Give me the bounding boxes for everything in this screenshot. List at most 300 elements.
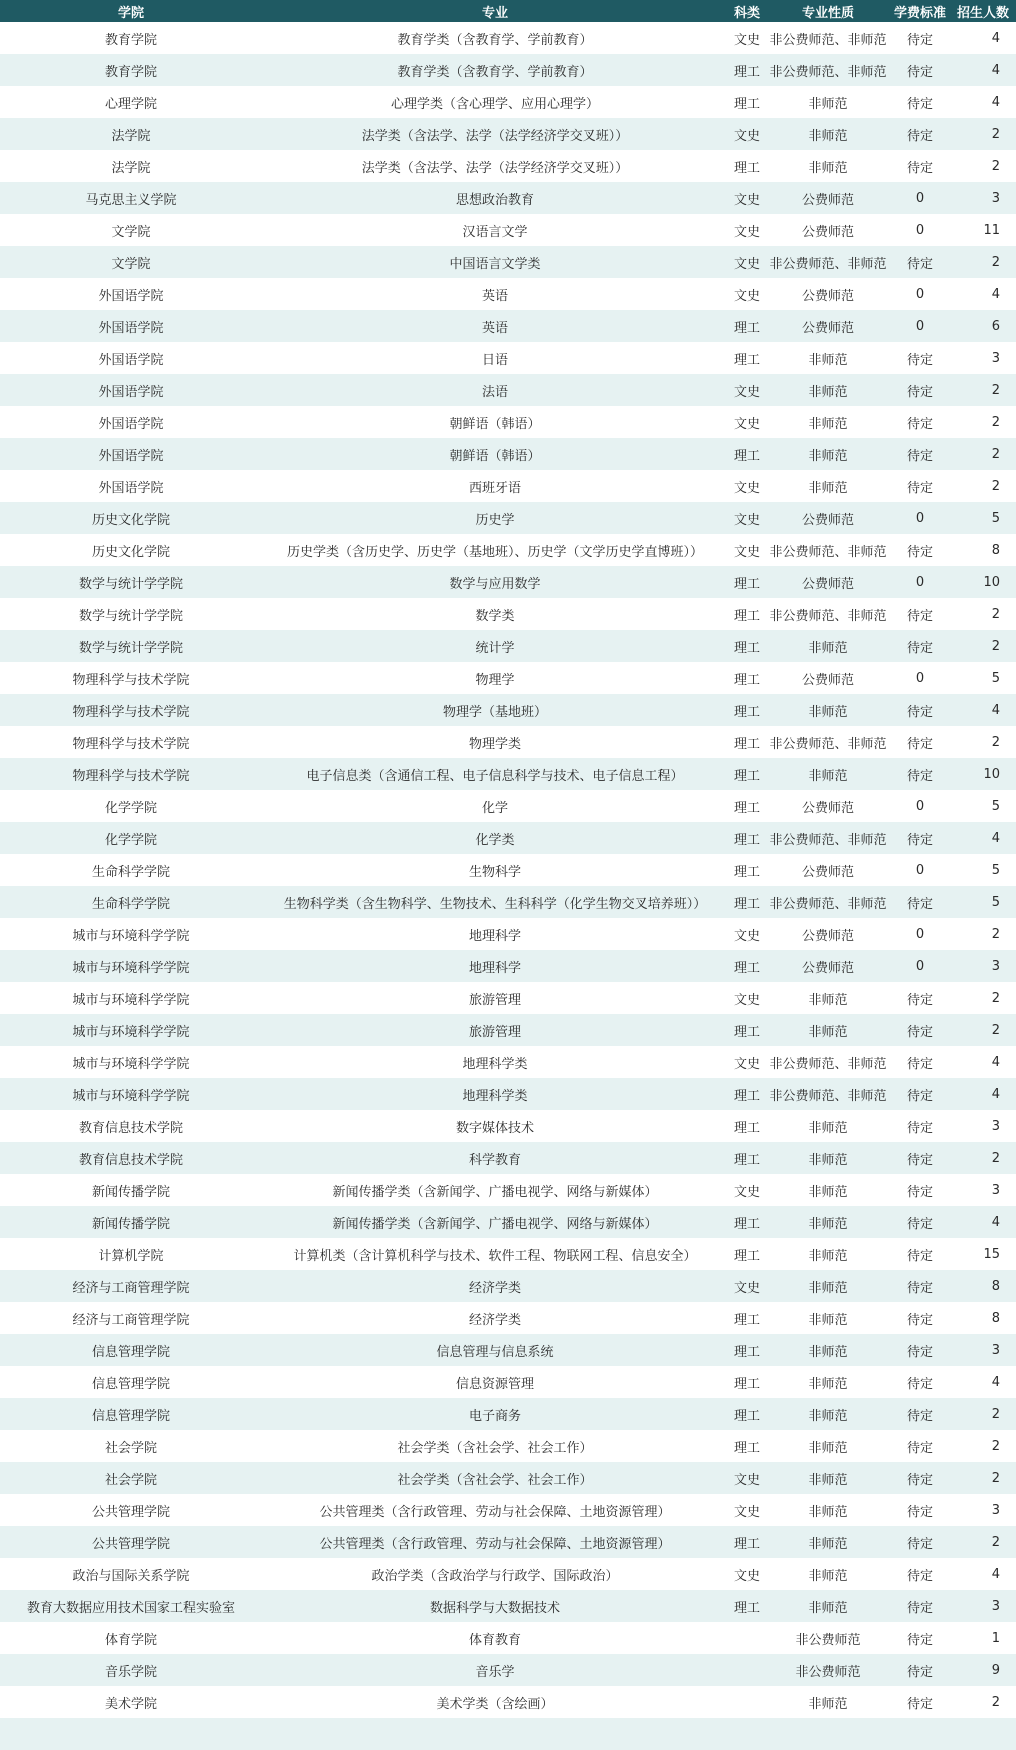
major-cell: 新闻传播学类（含新闻学、广播电视学、网络与新媒体） [332,1184,658,1200]
major-type-cell: 非师范 [808,448,848,464]
enrollment-cell: 2 [991,638,1000,654]
major-cell: 体育教育 [468,1632,521,1648]
category-cell: 理工 [733,64,760,80]
major-type-cell: 非公费师范、非师范 [769,1088,887,1104]
tuition-cell: 待定 [906,1600,933,1616]
tuition-cell: 待定 [906,1536,933,1552]
header-college: 学院 [117,5,144,21]
enrollment-cell: 3 [991,958,1000,974]
tuition-cell: 待定 [906,544,933,560]
major-type-cell: 非师范 [808,1440,848,1456]
major-type-cell: 非师范 [808,352,848,368]
college-cell: 心理学院 [104,96,157,112]
enrollment-cell: 4 [991,1054,1000,1070]
enrollment-cell: 3 [991,1598,1000,1614]
major-cell: 地理科学类 [462,1088,528,1104]
college-cell: 化学学院 [104,800,157,816]
table-row [0,246,1016,278]
enrollment-cell: 2 [991,1470,1000,1486]
enrollment-cell: 5 [991,798,1000,814]
major-cell: 法学类（含法学、法学（法学经济学交叉班）） [361,160,629,176]
enrollment-cell: 11 [983,222,1000,238]
tuition-cell: 待定 [906,640,933,656]
table-row [0,1174,1016,1206]
major-cell: 朝鲜语（韩语） [449,448,541,464]
major-type-cell: 公费师范 [801,672,854,688]
major-cell: 历史学 [475,512,515,528]
tuition-cell: 0 [915,222,925,238]
enrollment-cell: 4 [991,830,1000,846]
table-row [0,598,1016,630]
tuition-cell: 待定 [906,1280,933,1296]
college-cell: 外国语学院 [98,480,164,496]
college-cell: 信息管理学院 [91,1344,170,1360]
table-row [0,694,1016,726]
enrollment-cell: 2 [991,1534,1000,1550]
college-cell: 外国语学院 [98,384,164,400]
enrollment-cell: 8 [991,1278,1000,1294]
table-row [0,1110,1016,1142]
table-row [0,150,1016,182]
major-cell: 教育学类（含教育学、学前教育） [397,64,593,80]
table-row [0,630,1016,662]
tuition-cell: 待定 [906,416,933,432]
table-row [0,982,1016,1014]
enrollment-cell: 1 [991,1630,1000,1646]
table-row [0,1046,1016,1078]
tuition-cell: 待定 [906,1216,933,1232]
category-cell: 文史 [733,192,760,208]
tuition-cell: 待定 [906,256,933,272]
major-type-cell: 非师范 [808,1216,848,1232]
table-row [0,1078,1016,1110]
major-type-cell: 公费师范 [801,928,854,944]
college-cell: 物理科学与技术学院 [72,768,190,784]
major-cell: 公共管理类（含行政管理、劳动与社会保障、土地资源管理） [319,1536,671,1552]
enrollment-cell: 2 [991,1406,1000,1422]
tuition-cell: 待定 [906,704,933,720]
college-cell: 教育学院 [104,32,157,48]
tuition-cell: 待定 [906,1312,933,1328]
table-row [0,662,1016,694]
tuition-cell: 待定 [906,32,933,48]
major-cell: 音乐学 [475,1664,515,1680]
category-cell: 理工 [733,608,760,624]
tuition-cell: 0 [915,286,925,302]
enrollment-cell: 10 [983,574,1000,590]
tuition-cell: 0 [915,862,925,878]
table-row [0,22,1016,54]
major-type-cell: 公费师范 [801,224,854,240]
enrollment-cell: 4 [991,1086,1000,1102]
tuition-cell: 待定 [906,896,933,912]
major-type-cell: 非师范 [808,1472,848,1488]
category-cell: 文史 [733,480,760,496]
tuition-cell: 待定 [906,1568,933,1584]
enrollment-cell: 5 [991,862,1000,878]
major-cell: 生物科学类（含生物科学、生物技术、生科科学（化学生物交叉培养班）） [283,896,707,912]
category-cell: 文史 [733,1056,760,1072]
college-cell: 计算机学院 [98,1248,164,1264]
college-cell: 物理科学与技术学院 [72,736,190,752]
major-cell: 社会学类（含社会学、社会工作） [397,1440,593,1456]
category-cell [728,1622,766,1654]
enrollment-cell: 2 [991,1694,1000,1710]
major-type-cell: 公费师范 [801,960,854,976]
major-type-cell: 非师范 [808,992,848,1008]
college-cell: 马克思主义学院 [85,192,177,208]
category-cell: 理工 [733,1536,760,1552]
enrollment-cell [950,1718,1016,1750]
college-cell: 信息管理学院 [91,1376,170,1392]
major-type-cell: 非师范 [808,1344,848,1360]
category-cell: 文史 [733,416,760,432]
header-category: 科类 [733,5,760,21]
major-cell: 西班牙语 [468,480,521,496]
table-row [0,1238,1016,1270]
table-row [0,214,1016,246]
major-type-cell [766,1718,890,1750]
college-cell: 城市与环境科学学院 [72,928,190,944]
enrollment-cell: 2 [991,126,1000,142]
header-enrollment: 招生人数 [956,5,1009,21]
category-cell: 理工 [733,1312,760,1328]
major-type-cell: 非师范 [808,1376,848,1392]
major-cell: 教育学类（含教育学、学前教育） [397,32,593,48]
major-type-cell: 非师范 [808,1568,848,1584]
tuition-cell: 待定 [906,1440,933,1456]
college-cell: 外国语学院 [98,352,164,368]
major-type-cell: 非公费师范 [795,1664,861,1680]
table-row [0,86,1016,118]
college-cell: 历史文化学院 [91,512,170,528]
table-row [0,758,1016,790]
category-cell: 文史 [733,1280,760,1296]
table-row [0,854,1016,886]
major-type-cell: 非师范 [808,384,848,400]
category-cell [728,1718,766,1750]
header-row [0,0,1016,22]
enrollment-cell: 4 [991,1566,1000,1582]
college-cell: 法学院 [111,160,151,176]
college-cell: 美术学院 [104,1696,157,1712]
major-type-cell: 非师范 [808,480,848,496]
table-body [0,22,1016,1750]
table-row [0,1430,1016,1462]
table-row [0,726,1016,758]
major-type-cell: 非师范 [808,160,848,176]
tuition-cell: 待定 [906,128,933,144]
enrollment-cell: 4 [991,62,1000,78]
major-cell: 计算机类（含计算机科学与技术、软件工程、物联网工程、信息安全） [293,1248,697,1264]
category-cell: 理工 [733,1152,760,1168]
category-cell: 理工 [733,832,760,848]
header-major-type: 专业性质 [801,5,854,21]
enrollment-cell: 15 [983,1246,1000,1262]
category-cell: 文史 [733,544,760,560]
major-cell: 法语 [481,384,508,400]
enrollment-cell: 4 [991,94,1000,110]
enrollment-cell: 2 [991,254,1000,270]
college-cell: 外国语学院 [98,288,164,304]
table-row [0,1334,1016,1366]
college-cell: 教育信息技术学院 [78,1120,183,1136]
major-cell: 英语 [481,288,508,304]
tuition-cell: 待定 [906,1024,933,1040]
college-cell [0,1718,262,1750]
table-row [0,566,1016,598]
table-row [0,886,1016,918]
major-cell: 中国语言文学类 [449,256,541,272]
college-cell: 物理科学与技术学院 [72,672,190,688]
category-cell: 理工 [733,800,760,816]
major-type-cell: 非公费师范、非师范 [769,736,887,752]
enrollment-cell: 4 [991,702,1000,718]
enrollment-cell: 3 [991,1182,1000,1198]
major-type-cell: 非师范 [808,128,848,144]
category-cell: 文史 [733,1472,760,1488]
enrollment-cell: 2 [991,478,1000,494]
major-cell: 电子信息类（含通信工程、电子信息科学与技术、电子信息工程） [306,768,684,784]
major-cell: 地理科学 [468,928,521,944]
table-header [0,0,1016,22]
college-cell: 文学院 [111,224,151,240]
enrollment-cell: 4 [991,1374,1000,1390]
table-row [0,1622,1016,1654]
major-type-cell: 非师范 [808,1536,848,1552]
tuition-cell: 0 [915,318,925,334]
tuition-cell: 0 [915,510,925,526]
major-type-cell: 非师范 [808,1248,848,1264]
table-row [0,790,1016,822]
category-cell: 理工 [733,1216,760,1232]
major-cell: 数字媒体技术 [455,1120,534,1136]
tuition-cell: 待定 [906,384,933,400]
table-row [0,182,1016,214]
category-cell: 理工 [733,1088,760,1104]
major-cell: 新闻传播学类（含新闻学、广播电视学、网络与新媒体） [332,1216,658,1232]
college-cell: 新闻传播学院 [91,1216,170,1232]
major-cell: 社会学类（含社会学、社会工作） [397,1472,593,1488]
college-cell: 社会学院 [104,1440,157,1456]
major-cell: 政治学类（含政治学与行政学、国际政治） [371,1568,619,1584]
college-cell: 数学与统计学学院 [78,576,183,592]
major-type-cell: 公费师范 [801,288,854,304]
major-type-cell: 非公费师范、非师范 [769,608,887,624]
enrollment-cell: 2 [991,414,1000,430]
major-type-cell: 公费师范 [801,512,854,528]
table-row [0,1718,1016,1750]
major-cell: 法学类（含法学、法学（法学经济学交叉班）） [361,128,629,144]
college-cell: 体育学院 [104,1632,157,1648]
enrollment-cell: 5 [991,894,1000,910]
college-cell: 城市与环境科学学院 [72,1056,190,1072]
header-major: 专业 [481,5,508,21]
major-cell: 思想政治教育 [455,192,534,208]
college-cell: 社会学院 [104,1472,157,1488]
category-cell [728,1654,766,1686]
table-row [0,1526,1016,1558]
tuition-cell: 待定 [906,1120,933,1136]
major-cell: 数学类 [475,608,515,624]
enrollment-cell: 2 [991,158,1000,174]
major-type-cell: 非师范 [808,1600,848,1616]
tuition-cell: 待定 [906,1472,933,1488]
category-cell: 理工 [733,1344,760,1360]
category-cell: 文史 [733,992,760,1008]
tuition-cell: 0 [915,190,925,206]
college-cell: 外国语学院 [98,320,164,336]
major-type-cell: 非师范 [808,1312,848,1328]
table-row [0,310,1016,342]
tuition-cell: 待定 [906,1184,933,1200]
category-cell: 理工 [733,960,760,976]
major-cell: 数据科学与大数据技术 [429,1600,560,1616]
enrollment-cell: 4 [991,30,1000,46]
major-cell: 旅游管理 [468,1024,521,1040]
major-cell: 统计学 [475,640,515,656]
tuition-cell: 待定 [906,768,933,784]
category-cell: 文史 [733,128,760,144]
college-cell: 生命科学学院 [91,896,170,912]
table-row [0,1494,1016,1526]
major-type-cell: 非公费师范 [795,1632,861,1648]
category-cell: 理工 [733,1248,760,1264]
category-cell: 理工 [733,96,760,112]
enrollment-cell: 3 [991,190,1000,206]
category-cell: 理工 [733,352,760,368]
category-cell: 文史 [733,32,760,48]
tuition-cell: 待定 [906,1056,933,1072]
tuition-cell: 0 [915,958,925,974]
tuition-cell: 待定 [906,1632,933,1648]
category-cell: 文史 [733,512,760,528]
category-cell: 文史 [733,928,760,944]
table-row [0,1302,1016,1334]
enrollment-cell: 5 [991,510,1000,526]
category-cell: 理工 [733,1120,760,1136]
enrollment-cell: 2 [991,1150,1000,1166]
major-cell: 物理学类 [468,736,521,752]
enrollment-cell: 6 [991,318,1000,334]
tuition-cell: 待定 [906,608,933,624]
major-type-cell: 非公费师范、非师范 [769,832,887,848]
table-row [0,950,1016,982]
tuition-cell: 待定 [906,1088,933,1104]
major-cell: 经济学类 [468,1280,521,1296]
enrollment-cell: 2 [991,446,1000,462]
major-type-cell: 非师范 [808,1024,848,1040]
college-cell: 城市与环境科学学院 [72,992,190,1008]
college-cell: 教育学院 [104,64,157,80]
table-row [0,918,1016,950]
tuition-cell: 待定 [906,1664,933,1680]
enrollment-cell: 10 [983,766,1000,782]
major-type-cell: 非师范 [808,1696,848,1712]
category-cell: 理工 [733,1600,760,1616]
tuition-cell: 0 [915,574,925,590]
tuition-cell: 0 [915,798,925,814]
college-cell: 政治与国际关系学院 [72,1568,190,1584]
table-row [0,502,1016,534]
tuition-cell: 待定 [906,96,933,112]
category-cell: 理工 [733,1440,760,1456]
major-type-cell: 非师范 [808,1408,848,1424]
major-cell: 电子商务 [468,1408,521,1424]
header-tuition: 学费标准 [893,5,946,21]
enrollment-cell: 2 [991,382,1000,398]
tuition-cell: 待定 [906,64,933,80]
table-row [0,822,1016,854]
category-cell: 理工 [733,640,760,656]
major-type-cell: 非师范 [808,1280,848,1296]
table-row [0,1366,1016,1398]
category-cell: 理工 [733,448,760,464]
category-cell: 文史 [733,1568,760,1584]
category-cell: 理工 [733,864,760,880]
major-cell: 信息资源管理 [455,1376,534,1392]
college-cell: 经济与工商管理学院 [72,1312,190,1328]
major-cell: 生物科学 [468,864,521,880]
major-type-cell: 非公费师范、非师范 [769,1056,887,1072]
enrollment-cell: 3 [991,350,1000,366]
tuition-cell: 0 [915,670,925,686]
major-type-cell: 非师范 [808,1152,848,1168]
category-cell: 理工 [733,1376,760,1392]
tuition-cell: 待定 [906,1696,933,1712]
major-type-cell: 非公费师范、非师范 [769,32,887,48]
college-cell: 物理科学与技术学院 [72,704,190,720]
major-cell: 地理科学类 [462,1056,528,1072]
tuition-cell: 待定 [906,736,933,752]
college-cell: 数学与统计学学院 [78,608,183,624]
category-cell: 文史 [733,384,760,400]
enrollment-cell: 9 [991,1662,1000,1678]
tuition-cell: 待定 [906,1408,933,1424]
college-cell: 外国语学院 [98,416,164,432]
tuition-cell: 待定 [906,992,933,1008]
tuition-cell: 待定 [906,448,933,464]
major-cell: 物理学 [475,672,515,688]
college-cell: 生命科学学院 [91,864,170,880]
enrollment-cell: 2 [991,990,1000,1006]
college-cell: 音乐学院 [104,1664,157,1680]
table-row [0,54,1016,86]
table-row [0,534,1016,566]
enrollment-cell: 3 [991,1118,1000,1134]
enrollment-cell: 4 [991,286,1000,302]
tuition-cell: 待定 [906,1152,933,1168]
major-type-cell: 非师范 [808,640,848,656]
category-cell: 文史 [733,256,760,272]
category-cell: 理工 [733,768,760,784]
tuition-cell: 待定 [906,480,933,496]
table-row [0,406,1016,438]
category-cell: 理工 [733,672,760,688]
table-row [0,470,1016,502]
college-cell: 数学与统计学学院 [78,640,183,656]
major-type-cell: 公费师范 [801,320,854,336]
tuition-cell: 待定 [906,160,933,176]
category-cell: 理工 [733,1408,760,1424]
tuition-cell: 待定 [906,1248,933,1264]
major-cell [262,1718,728,1750]
tuition-cell: 待定 [906,352,933,368]
major-cell: 公共管理类（含行政管理、劳动与社会保障、土地资源管理） [319,1504,671,1520]
major-type-cell: 非公费师范、非师范 [769,544,887,560]
major-cell: 科学教育 [468,1152,521,1168]
major-cell: 地理科学 [468,960,521,976]
